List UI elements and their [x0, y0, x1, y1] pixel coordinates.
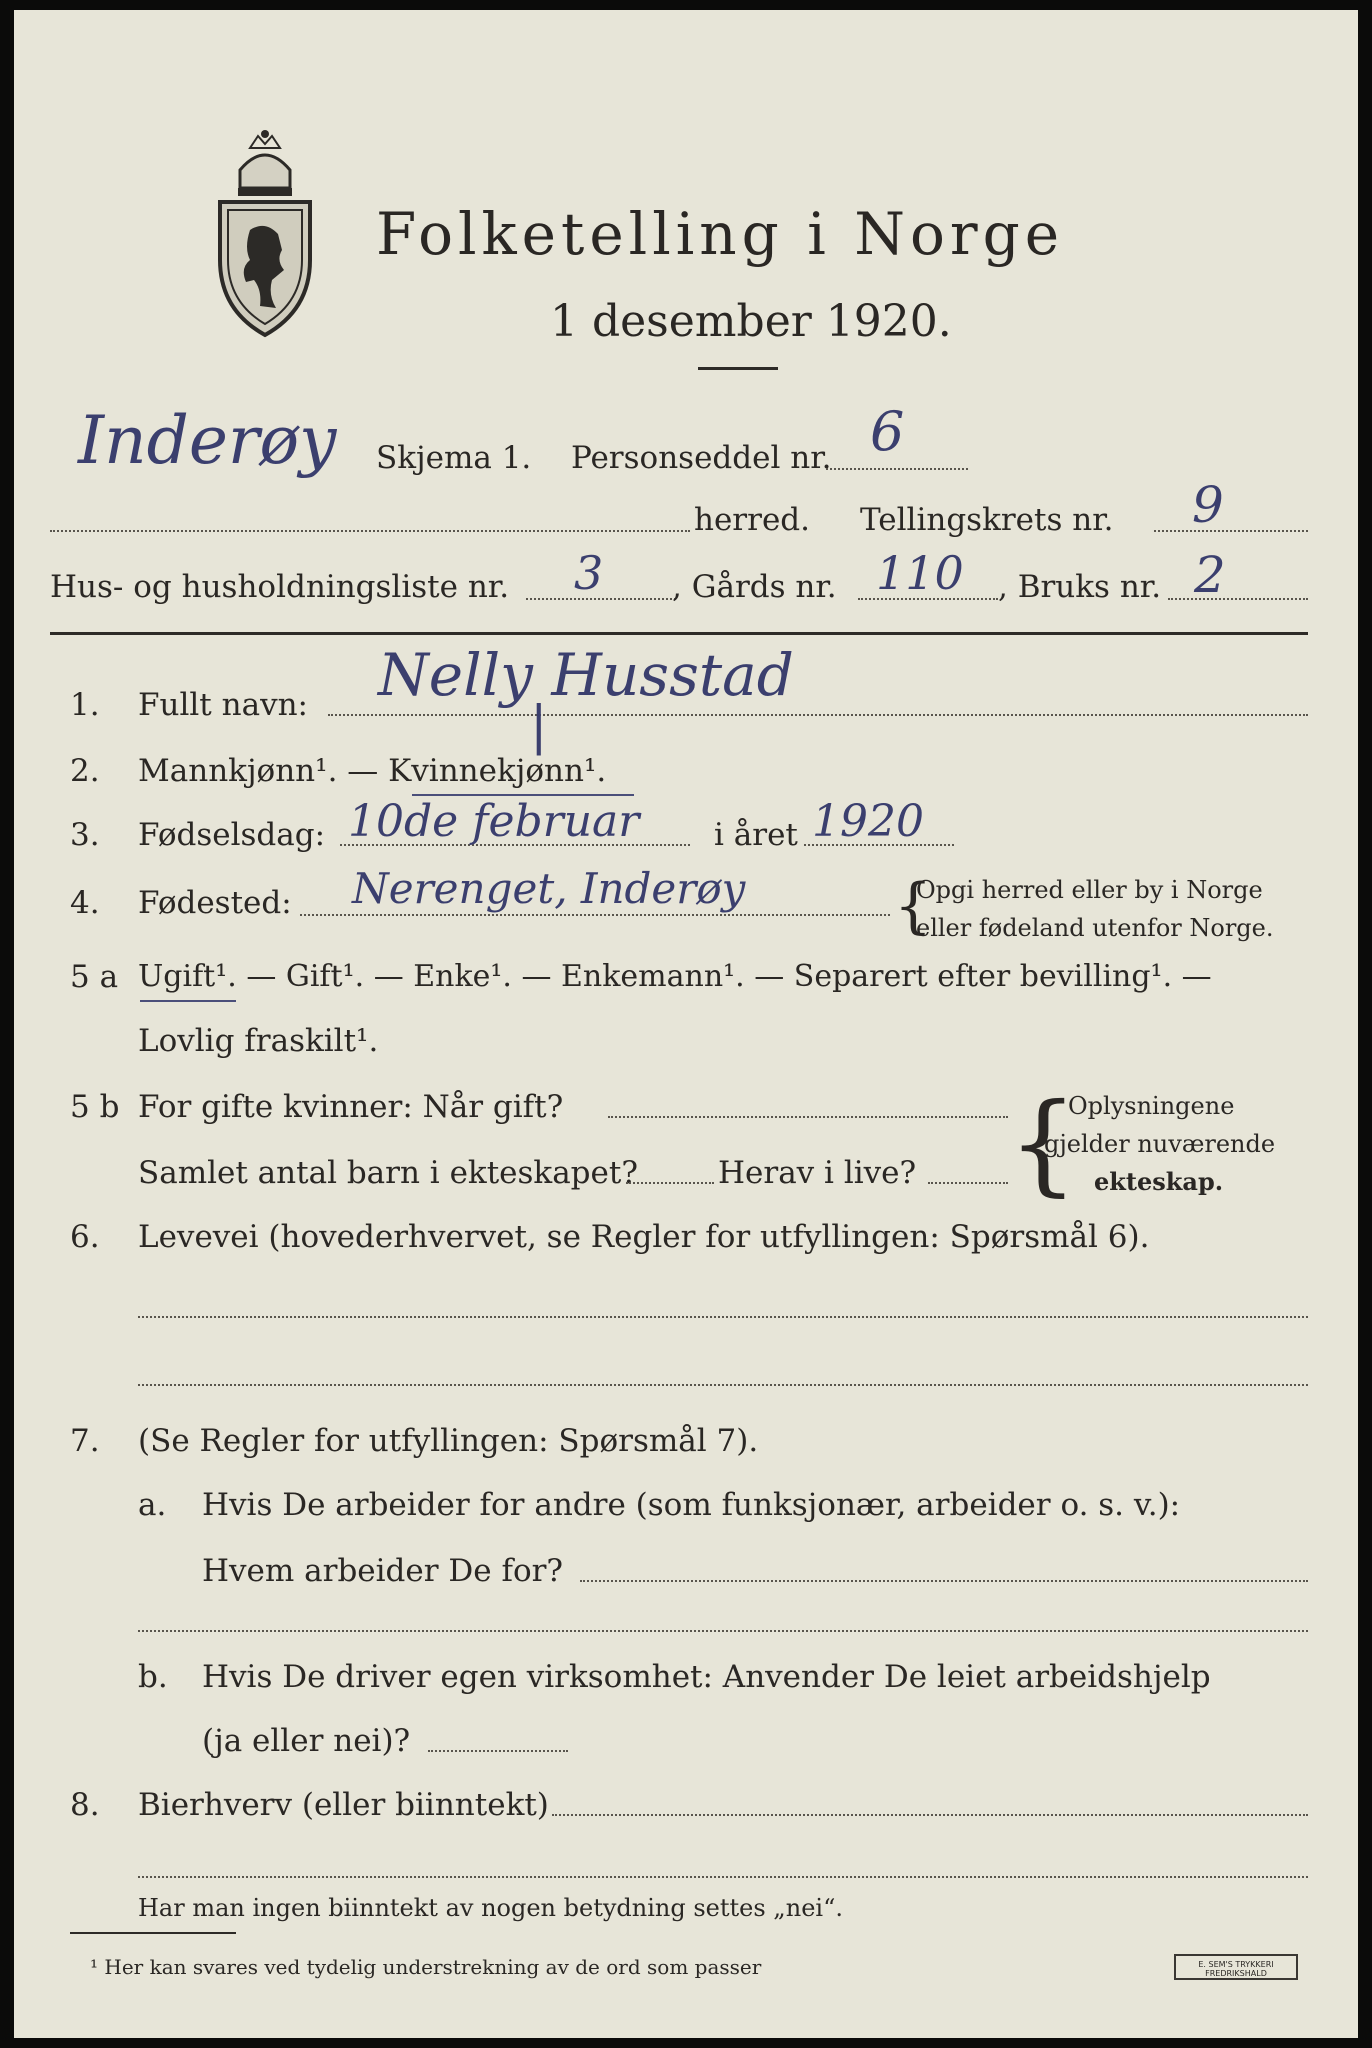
q3-number: 3. — [70, 817, 100, 853]
hired-help-field[interactable] — [428, 1750, 568, 1752]
children-count-field[interactable] — [626, 1182, 714, 1184]
q6-number: 6. — [70, 1219, 100, 1255]
occupation-field-1[interactable] — [138, 1316, 1308, 1318]
q4-label: Fødested: — [138, 885, 292, 921]
hired-help-label: (ja eller nei)? — [202, 1723, 411, 1759]
birthdate-value: 10de februar — [348, 796, 640, 847]
children-alive-field[interactable] — [928, 1182, 1008, 1184]
side-income-field[interactable] — [552, 1814, 1308, 1816]
q1-label: Fullt navn: — [138, 687, 308, 723]
q7-number: 7. — [70, 1423, 100, 1459]
children-alive-label: Herav i live? — [718, 1155, 917, 1191]
q5b-note-line1: Oplysningene — [1068, 1092, 1235, 1120]
census-date: 1 desember 1920. — [550, 296, 952, 347]
q7-label: (Se Regler for utfyllingen: Spørsmål 7). — [138, 1423, 759, 1459]
header-rule — [50, 632, 1308, 635]
birthplace-value: Nerenget, Inderøy — [352, 864, 746, 913]
coat-of-arms-icon — [210, 130, 320, 340]
married-when-field[interactable] — [608, 1116, 1008, 1118]
employer-field[interactable] — [580, 1580, 1308, 1582]
tellingskrets-value: 9 — [1192, 476, 1224, 534]
herred-field[interactable] — [50, 530, 690, 532]
q4-note-line2: eller fødeland utenfor Norge. — [916, 914, 1274, 942]
herred-value: Inderøy — [78, 402, 337, 479]
q8-number: 8. — [70, 1787, 100, 1823]
tellingskrets-label: Tellingskrets nr. — [860, 502, 1114, 538]
q4-brace: { — [894, 871, 933, 941]
ugift-underline — [140, 1000, 236, 1002]
personseddel-field[interactable] — [826, 468, 968, 470]
birthplace-field[interactable] — [300, 914, 890, 916]
footnote-divider — [70, 1932, 236, 1934]
q5a-options-line2: Lovlig fraskilt¹. — [138, 1023, 379, 1059]
bruks-value: 2 — [1194, 546, 1226, 604]
q2-number: 2. — [70, 753, 100, 789]
husliste-label: Hus- og husholdningsliste nr. — [50, 569, 510, 605]
q7b-mark: b. — [138, 1659, 168, 1695]
q5b-brace: { — [1008, 1079, 1078, 1207]
q7b-line1: Hvis De driver egen virksomhet: Anvender De leiet arbeidshjelp — [202, 1659, 1211, 1695]
q5a-number: 5 a — [70, 959, 119, 995]
occupation-field-2[interactable] — [138, 1384, 1308, 1386]
side-income-field-2[interactable] — [138, 1876, 1308, 1878]
employer-label: Hvem arbeider De for? — [202, 1553, 564, 1589]
skjema-label: Skjema 1. — [376, 440, 532, 476]
q4-note-line1: Opgi herred eller by i Norge — [916, 876, 1263, 904]
birth-year-label: i året — [714, 817, 798, 853]
gards-label: , Gårds nr. — [672, 569, 837, 605]
q7a-line1: Hvis De arbeider for andre (som funksjonær, arbeider o. s. v.): — [202, 1487, 1181, 1523]
q3-label: Fødselsdag: — [138, 817, 326, 853]
q5a-options: Ugift¹. — Gift¹. — Enke¹. — Enkemann¹. — Separert efter bevilling¹. — — [138, 959, 1212, 994]
birth-year-value: 1920 — [812, 796, 924, 847]
q5b-number: 5 b — [70, 1089, 120, 1125]
q8-label: Bierhverv (eller biinntekt) — [138, 1787, 549, 1823]
q7a-mark: a. — [138, 1487, 167, 1523]
employer-field-2[interactable] — [138, 1630, 1308, 1632]
herred-label: herred. — [694, 502, 810, 538]
q5b-note-line2: gjelder nuværende — [1044, 1130, 1276, 1158]
footnote: ¹ Her kan svares ved tydelig understrekning av de ord som passer — [90, 1955, 762, 1979]
kvinnekjonn-mark: | — [530, 696, 548, 756]
title-divider — [698, 367, 778, 370]
personseddel-label: Personseddel nr. — [571, 440, 832, 476]
income-note: Har man ingen biinntekt av nogen betydning settes „nei“. — [138, 1894, 843, 1922]
q2-label: Mannkjønn¹. — Kvinnekjønn¹. — [138, 753, 607, 789]
q1-number: 1. — [70, 687, 100, 723]
bruks-label: , Bruks nr. — [998, 569, 1162, 605]
tellingskrets-field[interactable] — [1154, 530, 1308, 532]
printer-stamp-text: E. SEM'S TRYKKERI FREDRIKSHALD — [1198, 1960, 1274, 1978]
husliste-value: 3 — [574, 546, 604, 600]
q4-number: 4. — [70, 885, 100, 921]
census-form — [14, 10, 1358, 2038]
bruks-field[interactable] — [1168, 598, 1308, 600]
gards-value: 110 — [876, 546, 964, 600]
full-name-field[interactable] — [328, 714, 1308, 716]
q5b-note-line3: ekteskap. — [1094, 1167, 1224, 1196]
married-when-label: For gifte kvinner: Når gift? — [138, 1089, 564, 1125]
form-title: Folketelling i Norge — [376, 200, 1065, 268]
children-count-label: Samlet antal barn i ekteskapet? — [138, 1155, 638, 1191]
q6-label: Levevei (hovederhvervet, se Regler for utfyllingen: Spørsmål 6). — [138, 1219, 1150, 1255]
full-name-value: Nelly Husstad — [378, 641, 794, 709]
personseddel-value: 6 — [870, 400, 905, 463]
